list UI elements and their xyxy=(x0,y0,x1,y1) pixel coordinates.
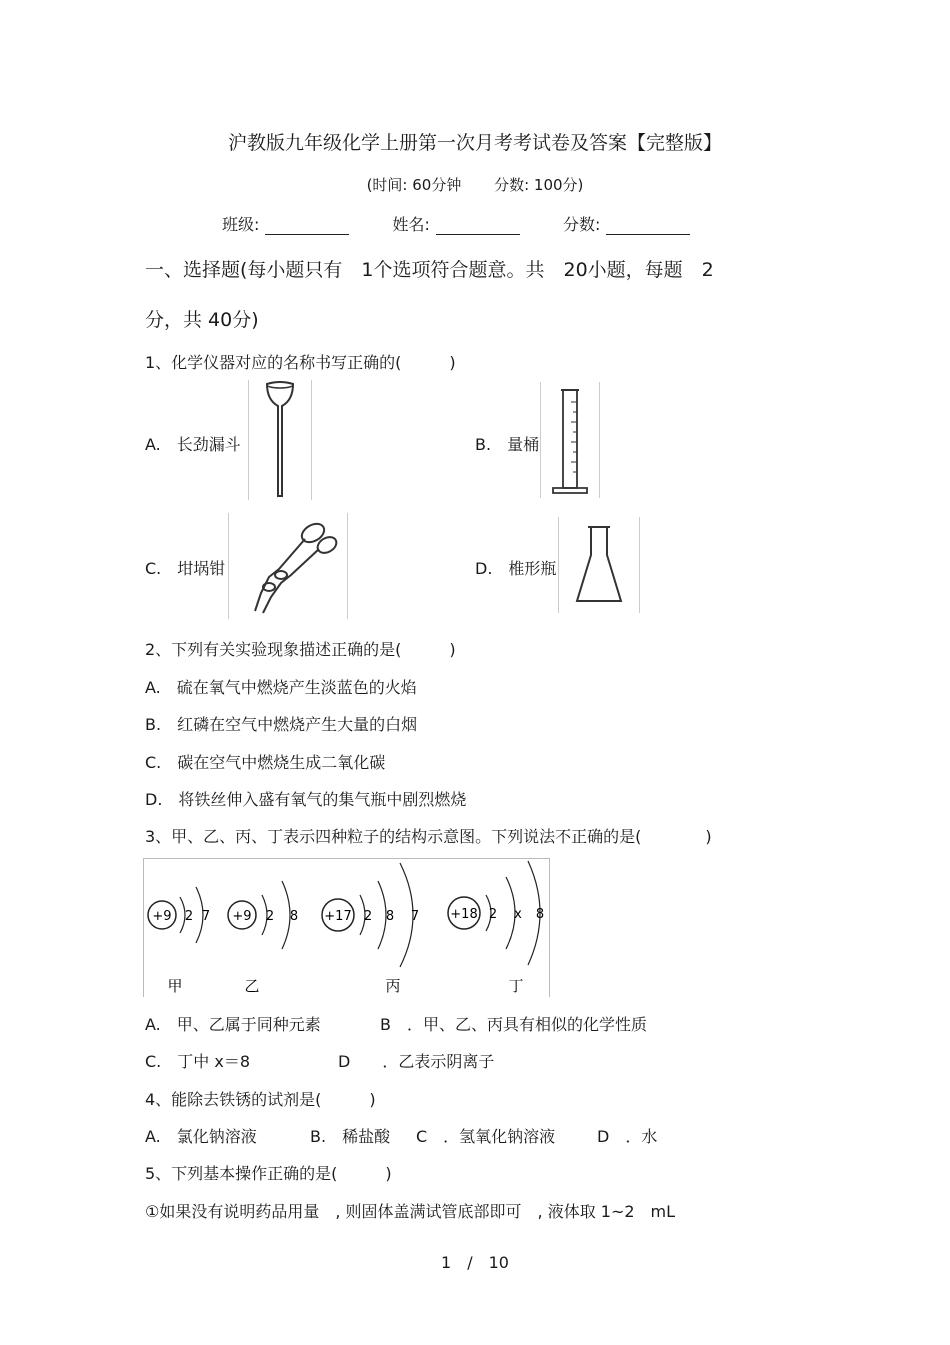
atom-yi-shell-1: 2 xyxy=(265,909,275,924)
class-field[interactable] xyxy=(222,212,349,235)
atom-yi xyxy=(228,881,298,995)
cylinder-icon xyxy=(541,382,599,498)
atom-jia-label: 甲 xyxy=(167,977,183,995)
score-info: 分数: 100分) xyxy=(494,176,584,194)
atom-bing-label: 丙 xyxy=(385,977,401,995)
q2-option-b: B. 红磷在空气中燃烧产生大量的白烟 xyxy=(145,715,418,734)
q4-option-c: C ．氢氧化钠溶液 xyxy=(416,1127,556,1146)
student-fields xyxy=(222,212,728,235)
q2-option-c: C. 碳在空气中燃烧生成二氧化碳 xyxy=(145,753,386,772)
page-number: 1 / 10 xyxy=(441,1253,509,1272)
atom-yi-shell-2: 8 xyxy=(289,909,299,924)
exam-info xyxy=(0,174,950,195)
atom-bing-shell-2: 8 xyxy=(385,909,395,924)
section-heading-line2: 分，共 40分) xyxy=(145,309,259,331)
q1-option-d: D. 椎形瓶 xyxy=(475,559,557,578)
q1-option-c: C. 坩埚钳 xyxy=(145,559,226,578)
page-title: 沪教版九年级化学上册第一次月考考试卷及答案【完整版】 xyxy=(227,132,722,154)
atom-ding-shell-3: 8 xyxy=(535,907,545,922)
q4-option-d: D ．水 xyxy=(597,1127,658,1146)
q3-option-b: B ．甲、乙、丙具有相似的化学性质 xyxy=(380,1015,647,1034)
atom-ding xyxy=(448,861,544,995)
q3-stem: 3、甲、乙、丙、丁表示四种粒子的结构示意图。下列说法不正确的是( ) xyxy=(145,827,712,846)
flask-icon xyxy=(559,517,639,613)
q1-stem: 1、化学仪器对应的名称书写正确的( ) xyxy=(145,353,456,372)
q5-statement-1: ①如果没有说明药品用量 , 则固体盖满试管底部即可 , 液体取 1~2 mL xyxy=(145,1202,676,1221)
atom-ding-label: 丁 xyxy=(508,977,524,995)
q4-option-a: A. 氯化钠溶液 xyxy=(145,1127,257,1146)
class-label: 班级: xyxy=(222,215,260,234)
name-label: 姓名: xyxy=(392,215,430,234)
atom-jia xyxy=(148,887,210,995)
atom-ding-shell-1: 2 xyxy=(488,907,498,922)
atom-jia-nucleus: +9 xyxy=(152,909,172,924)
time-info: (时间: 60分钟 xyxy=(366,176,462,194)
tongs-icon xyxy=(229,513,347,619)
atomic-structure-diagram xyxy=(143,858,550,997)
q1-option-b: B. 量桶 xyxy=(475,435,540,454)
long-neck-funnel-figure xyxy=(248,380,312,500)
score-field[interactable] xyxy=(563,212,690,235)
funnel-icon xyxy=(249,380,311,500)
q4-option-b: B. 稀盐酸 xyxy=(310,1127,391,1146)
atom-yi-nucleus: +9 xyxy=(232,909,252,924)
atom-diagrams-svg xyxy=(144,859,549,997)
q3-option-d: D ．乙表示阴离子 xyxy=(338,1052,495,1071)
section-heading-line1: 一、选择题(每小题只有 1个选项符合题意。共 20小题，每题 2 xyxy=(145,259,714,281)
crucible-tongs-figure xyxy=(228,513,348,619)
q5-stem: 5、下列基本操作正确的是( ) xyxy=(145,1164,392,1183)
atom-jia-shell-2: 7 xyxy=(201,909,211,924)
q2-stem: 2、下列有关实验现象描述正确的是( ) xyxy=(145,640,456,659)
atom-bing-shell-3: 7 xyxy=(410,909,420,924)
atom-ding-shell-2: x xyxy=(514,907,522,922)
graduated-cylinder-figure xyxy=(540,382,600,498)
q4-stem: 4、能除去铁锈的试剂是( ) xyxy=(145,1090,376,1109)
score-label: 分数: xyxy=(563,215,601,234)
atom-yi-label: 乙 xyxy=(244,977,260,995)
q3-option-c: C. 丁中 x＝8 xyxy=(145,1052,250,1071)
atom-ding-nucleus: +18 xyxy=(450,907,478,922)
q1-option-a: A. 长劲漏斗 xyxy=(145,435,241,454)
atom-jia-shell-1: 2 xyxy=(184,909,194,924)
q3-option-a: A. 甲、乙属于同种元素 xyxy=(145,1015,321,1034)
atom-bing xyxy=(322,863,419,995)
atom-bing-nucleus: +17 xyxy=(324,909,352,924)
q2-option-a: A. 硫在氧气中燃烧产生淡蓝色的火焰 xyxy=(145,678,417,697)
atom-bing-shell-1: 2 xyxy=(363,909,373,924)
q2-option-d: D. 将铁丝伸入盛有氧气的集气瓶中剧烈燃烧 xyxy=(145,790,467,809)
conical-flask-figure xyxy=(558,517,640,613)
name-field[interactable] xyxy=(393,212,520,235)
